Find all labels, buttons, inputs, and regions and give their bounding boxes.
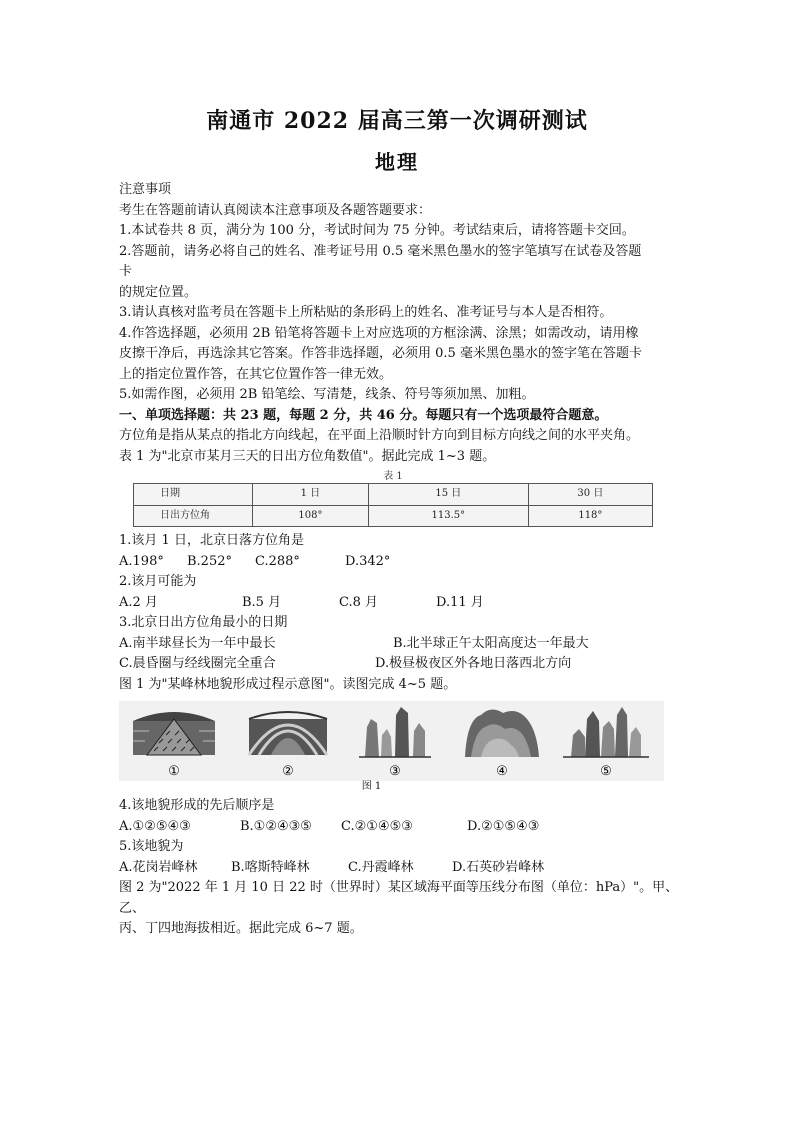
table-cell: 15 日 <box>368 484 528 506</box>
notice-item: 皮擦干净后，再选涂其它答案。作答非选择题，必须用 0.5 毫米黑色墨水的签字笔在答题卡 <box>119 346 642 361</box>
panel-label: ② <box>282 764 294 779</box>
option: C.丹霞峰林 <box>348 859 414 875</box>
option-row <box>119 654 684 675</box>
figure-1 <box>119 701 664 796</box>
panel-label: ④ <box>496 764 508 779</box>
table-caption: 表 1 <box>383 471 403 482</box>
landform-diagram <box>119 701 664 781</box>
table-row <box>134 484 653 506</box>
option: D.②①⑤④③ <box>467 818 540 834</box>
question-stem: 3.北京日出方位角最小的日期 <box>119 615 288 630</box>
question-stem: 5.该地貌为 <box>119 839 184 854</box>
table-cell: 118° <box>528 505 652 527</box>
notice-item: 4.作答选择题，必须用 2B 铅笔将答题卡上对应选项的方框涂满、涂黑；如需改动，请用橡 <box>119 325 639 341</box>
option: D.342° <box>345 553 391 569</box>
table-1 <box>133 471 653 527</box>
option: C.②①④⑤③ <box>341 818 413 834</box>
figure-intro: 图 1 为"某峰林地貌形成过程示意图"。读图完成 4~5 题。 <box>119 676 457 692</box>
option-row <box>119 552 684 573</box>
option: A.2 月 <box>119 594 158 610</box>
subject-title: 地理 <box>375 150 419 174</box>
section-heading: 一、单项选择题：共 23 题，每题 2 分，共 46 分。每题只有一个选项最符合题意。 <box>119 407 608 423</box>
panel-1-sketch <box>133 712 215 755</box>
option: D.11 月 <box>436 594 484 610</box>
option: D.石英砂岩峰林 <box>452 859 545 875</box>
option: A.198° <box>119 553 164 569</box>
notice-heading: 注意事项 <box>119 182 172 197</box>
option-row <box>119 634 684 655</box>
notice-item: 卡 <box>119 264 133 279</box>
notice-item: 1.本试卷共 8 页，满分为 100 分，考试时间为 75 分钟。考试结束后，请将答题卡交回。 <box>119 223 635 238</box>
option-row <box>119 593 684 614</box>
panel-label: ⑤ <box>600 764 612 779</box>
notice-intro: 考生在答题前请认真阅读本注意事项及各题答题要求： <box>119 202 432 218</box>
option: A.花岗岩峰林 <box>119 859 198 875</box>
option: B.喀斯特峰林 <box>231 859 310 875</box>
figure-intro: 图 2 为"2022 年 1 月 10 日 22 时（世界时）某区域海平面等压线分布图（单位：hPa）"。甲、 <box>119 880 679 895</box>
option: C.晨昏圈与经线圈完全重合 <box>119 656 276 671</box>
option-row <box>119 817 684 838</box>
option: D.极昼极夜区外各地日落西北方向 <box>375 656 572 671</box>
exam-body <box>119 180 684 940</box>
option-row <box>119 858 684 879</box>
option: C.8 月 <box>339 594 379 610</box>
table-cell: 30 日 <box>528 484 652 506</box>
table-row-header: 日出方位角 <box>134 505 253 527</box>
section-intro: 方位角是指从某点的指北方向线起，在平面上沿顺时针方向到目标方向线之间的水平夹角。 <box>119 428 640 443</box>
table-row-header: 日期 <box>134 484 253 506</box>
option: B.252° <box>187 553 232 569</box>
sunrise-azimuth-table <box>133 483 653 527</box>
table-cell: 108° <box>253 505 369 527</box>
question-stem: 2.该月可能为 <box>119 574 197 589</box>
panel-label: ③ <box>389 764 401 779</box>
option: A.①②⑤④③ <box>119 818 191 834</box>
option: A.南半球昼长为一年中最长 <box>119 635 276 651</box>
option: B.5 月 <box>242 594 282 610</box>
exam-title: 南通市 2022 届高三第一次调研测试 <box>206 108 588 134</box>
table-cell: 113.5° <box>368 505 528 527</box>
figure-intro: 乙、 <box>119 900 146 916</box>
option: C.288° <box>255 553 300 569</box>
notice-item: 2.答题前，请务必将自己的姓名、准考证号用 0.5 毫米黑色墨水的签字笔填写在试卷及答题 <box>119 243 642 259</box>
notice-item: 上的指定位置作答，在其它位置作答一律无效。 <box>119 366 393 382</box>
question-stem: 1.该月 1 日，北京日落方位角是 <box>119 533 304 548</box>
notice-item: 5.如需作图，必须用 2B 铅笔绘、写清楚，线条、符号等须加黑、加粗。 <box>119 387 535 402</box>
table-cell: 1 日 <box>253 484 369 506</box>
table-row <box>134 505 653 527</box>
notice-item: 的规定位置。 <box>119 284 198 300</box>
notice-item: 3.请认真核对监考员在答题卡上所粘贴的条形码上的姓名、准考证号与本人是否相符。 <box>119 305 613 320</box>
option: B.①②④③⑤ <box>240 818 312 834</box>
panel-label: ① <box>168 764 180 779</box>
figure-caption: 图 1 <box>361 781 382 792</box>
figure-intro: 丙、丁四地海拔相近。据此完成 6~7 题。 <box>119 921 363 936</box>
option: B.北半球正午太阳高度达一年最大 <box>393 635 589 651</box>
table-intro: 表 1 为"北京市某月三天的日出方位角数值"。据此完成 1~3 题。 <box>119 448 496 464</box>
question-stem: 4.该地貌形成的先后顺序是 <box>119 798 275 813</box>
